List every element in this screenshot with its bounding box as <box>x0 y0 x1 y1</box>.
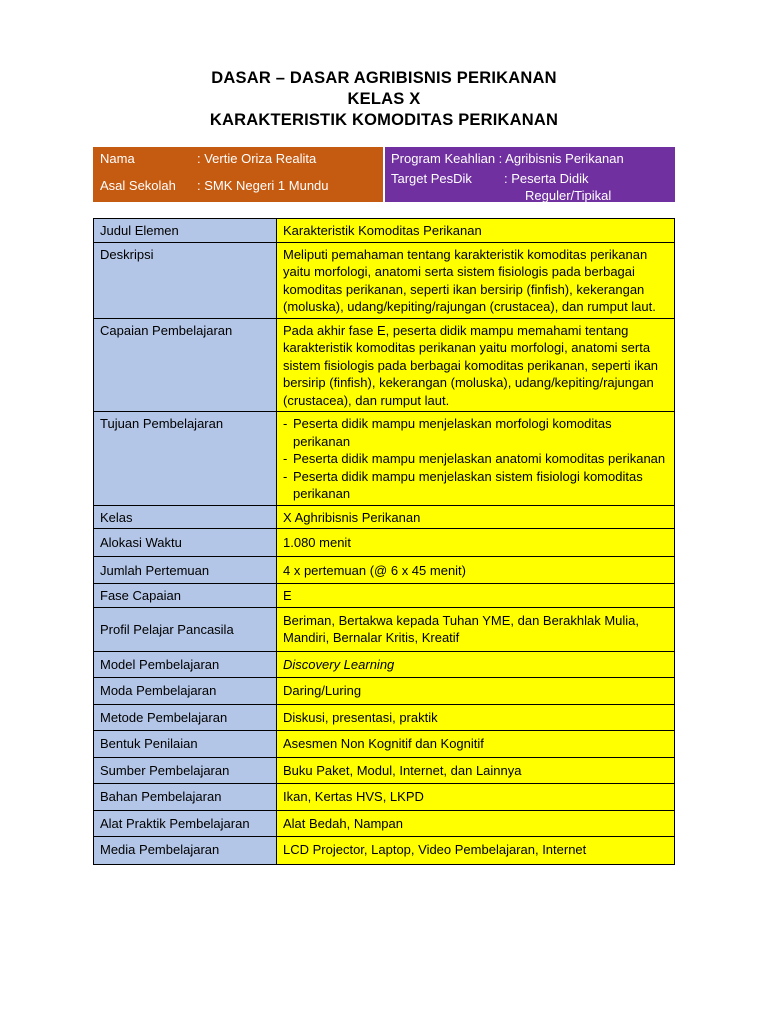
row-label: Fase Capaian <box>94 584 277 608</box>
table-row <box>94 678 675 705</box>
identity-teacher-box <box>93 147 385 202</box>
row-label: Media Pembelajaran <box>94 837 277 865</box>
table-row <box>94 731 675 758</box>
list-item: - Peserta didik mampu menjelaskan sistem fisiologi komoditas perikanan <box>283 468 668 503</box>
row-label: Alokasi Waktu <box>94 529 277 557</box>
title-topic: KARAKTERISTIK KOMODITAS PERIKANAN <box>209 111 559 129</box>
learning-module-table <box>93 218 675 865</box>
nama-label: Nama <box>100 151 135 166</box>
row-value: Buku Paket, Modul, Internet, dan Lainnya <box>277 757 675 784</box>
row-label: Alat Praktik Pembelajaran <box>94 810 277 837</box>
row-label: Metode Pembelajaran <box>94 704 277 731</box>
row-label: Capaian Pembelajaran <box>94 318 277 412</box>
program-keahlian: Program Keahlian : Agribisnis Perikanan <box>391 151 624 166</box>
table-row <box>94 412 675 506</box>
row-label: Model Pembelajaran <box>94 651 277 678</box>
row-label: Deskripsi <box>94 242 277 318</box>
table-row <box>94 704 675 731</box>
table-row <box>94 607 675 651</box>
list-item: - Peserta didik mampu menjelaskan anatomi komoditas perikanan <box>283 450 668 468</box>
identity-program-box <box>385 147 675 202</box>
table-row <box>94 242 675 318</box>
nama-value: : Vertie Oriza Realita <box>197 151 317 166</box>
row-value: LCD Projector, Laptop, Video Pembelajaran, Internet <box>277 837 675 865</box>
document-title <box>0 68 768 131</box>
row-label: Profil Pelajar Pancasila <box>94 607 277 651</box>
row-value: E <box>277 584 675 608</box>
table-row <box>94 219 675 243</box>
row-value: Diskusi, presentasi, praktik <box>277 704 675 731</box>
target-label: Target PesDik <box>391 171 472 186</box>
row-value: 1.080 menit <box>277 529 675 557</box>
row-label: Kelas <box>94 505 277 529</box>
row-value: Ikan, Kertas HVS, LKPD <box>277 784 675 811</box>
row-label: Bahan Pembelajaran <box>94 784 277 811</box>
sekolah-label: Asal Sekolah <box>100 178 176 193</box>
row-value: Asesmen Non Kognitif dan Kognitif <box>277 731 675 758</box>
row-value: Karakteristik Komoditas Perikanan <box>277 219 675 243</box>
row-value: Meliputi pemahaman tentang karakteristik komoditas perikanan yaitu morfologi, anatomi serta sistem fisiologis pada berbagai komoditas perikanan, seperti ikan bersirip (finfish), kekerangan (moluska), udang/kepiting/rajungan (crustacea), dan rumput laut. <box>277 242 675 318</box>
sekolah-value: : SMK Negeri 1 Mundu <box>197 178 329 193</box>
identity-band <box>93 147 675 202</box>
table-row <box>94 318 675 412</box>
row-value: X Aghribisnis Perikanan <box>277 505 675 529</box>
table-row <box>94 529 675 557</box>
table-row <box>94 784 675 811</box>
table-row <box>94 837 675 865</box>
row-value <box>277 412 675 506</box>
row-value: Pada akhir fase E, peserta didik mampu memahami tentang karakteristik komoditas perikanan yaitu morfologi, anatomi serta sistem fisiologis pada berbagai komoditas perikanan, seperti ikan bersirip (finfish), kekerangan (moluska), udang/kepiting/rajungan (crustacea), dan rumput laut. <box>277 318 675 412</box>
row-label: Tujuan Pembelajaran <box>94 412 277 506</box>
table-row <box>94 810 675 837</box>
row-label: Judul Elemen <box>94 219 277 243</box>
target-value-2: Reguler/Tipikal <box>525 188 612 203</box>
list-item: - Peserta didik mampu menjelaskan morfologi komoditas perikanan <box>283 415 668 450</box>
row-label: Sumber Pembelajaran <box>94 757 277 784</box>
row-value: Daring/Luring <box>277 678 675 705</box>
row-label: Jumlah Pertemuan <box>94 556 277 584</box>
row-value: Alat Bedah, Nampan <box>277 810 675 837</box>
row-value: 4 x pertemuan (@ 6 x 45 menit) <box>277 556 675 584</box>
target-value: : Peserta Didik <box>504 171 589 186</box>
table-row <box>94 556 675 584</box>
title-subject: DASAR – DASAR AGRIBISNIS PERIKANAN <box>211 69 557 87</box>
row-value: Discovery Learning <box>277 651 675 678</box>
title-class: KELAS X <box>347 90 421 108</box>
row-label: Bentuk Penilaian <box>94 731 277 758</box>
row-label: Moda Pembelajaran <box>94 678 277 705</box>
table-row <box>94 584 675 608</box>
row-value: Beriman, Bertakwa kepada Tuhan YME, dan Berakhlak Mulia, Mandiri, Bernalar Kritis, Kreatif <box>277 607 675 651</box>
table-row <box>94 651 675 678</box>
table-row <box>94 505 675 529</box>
table-row <box>94 757 675 784</box>
objective-list <box>283 415 668 503</box>
